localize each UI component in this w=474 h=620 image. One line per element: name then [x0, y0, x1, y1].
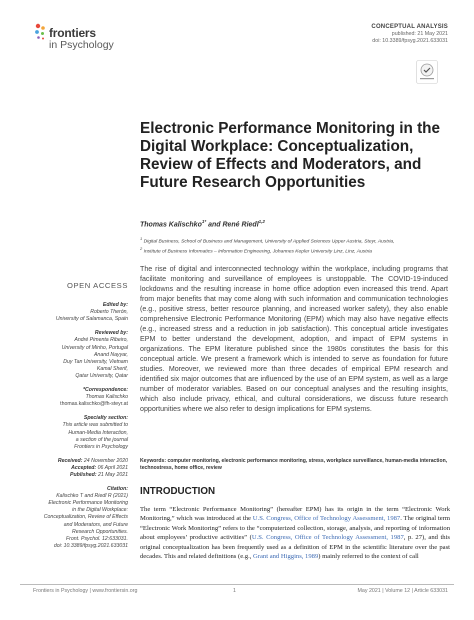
citation-link[interactable]: Grant and Higgins, 1989 — [253, 553, 319, 561]
reviewed-by: Reviewed by: André Pimenta Ribeiro, University of Minho, Portugal Anand Nayyar, Duy Tan University, Vietnam Kamal Sherif, Qatar University, Qatar — [61, 330, 128, 379]
section-heading-introduction: INTRODUCTION — [140, 486, 216, 497]
author-2-affil: 1,2 — [258, 219, 265, 224]
check-for-updates-icon — [416, 60, 438, 84]
author-2[interactable]: and René Riedl — [206, 221, 259, 229]
citation-link[interactable]: U.S. Congress, Office of Technology Assessment, 1987 — [252, 515, 401, 523]
doi[interactable]: doi: 10.3389/fpsyg.2021.633031 — [372, 38, 448, 44]
open-access-label: OPEN ACCESS — [66, 281, 128, 290]
journal-name: frontiers — [49, 26, 96, 40]
edited-by: Edited by: Roberto Therón, University of Salamanca, Spain — [55, 302, 128, 323]
citation-link[interactable]: U.S. Congress, Office of Technology Assessment, 1987 — [251, 534, 404, 542]
specialty-section: Specialty section: This article was submitted to Human-Media Interaction, a section of the journal Frontiers in Psychology — [62, 415, 128, 450]
affiliations — [140, 236, 450, 256]
author-1-affil: 1* — [201, 219, 207, 224]
affiliation-2: $^2$ Institute of Business Informatics – Information Engineering, Johannes Kepler University Linz, Linz, Austria — [140, 246, 373, 255]
authors — [140, 219, 265, 228]
introduction-text: The term “Electronic Performance Monitoring” (hereafter EPM) has its origin in the term “Electronic Work Monitoring,” which was introduced at the U.S. Congress, Office of Technology Assessment, 1987. The original term “Electronic Work Monitoring” refers to the “computerized collection, storage, analysis, and reporting of information about employees’ productive activities” (U.S. Congress, Office of Technology Assessment, 1987, p. 27), and this original conceptualization has been frequently used as a definition of EPM in the scientific literature over the past decades. This and related definitions (e.g., Grant and Higgins, 1989) mainly referred to the context of call — [140, 506, 450, 561]
check-for-updates-button[interactable] — [416, 60, 438, 84]
journal-logo[interactable] — [33, 22, 153, 52]
footer-volume-info: May 2021 | Volume 12 | Article 633031 — [357, 588, 448, 594]
journal-subname: in Psychology — [49, 39, 114, 51]
page-number: 1 — [233, 588, 236, 594]
published-date: published: 21 May 2021 — [391, 31, 448, 37]
publication-info — [371, 24, 448, 45]
citation: Citation: Kalischko T and Riedl R (2021) Electronic Performance Monitoring in the Digital Workplace: Conceptualization, Review of Effects and Moderators, and Future Research Opportunities. Front. Psychol. 12:633031. doi: 10.3389/fpsyg.2021.633031 — [43, 486, 128, 549]
article-title: Electronic Performance Monitoring in the Digital Workplace: Conceptualization, Review of Effects and Moderators, and Future Research Opportunities — [140, 120, 441, 191]
correspondent-email[interactable]: thomas.kalischko@fh-steyr.at — [60, 401, 128, 408]
affiliation-1: $^1$ Digital Business, School of Business and Management, University of Applied Sciences Upper Austria, Steyr, Austria, — [140, 236, 395, 245]
abstract-text: The rise of digital and interconnected technology within the workplace, including programs that facilitate monitoring and surveillance of employees is unstoppable. The COVID-19-induced lockdowns and the resulting increase in home office adoption even increased this trend. Apart from major benefits that may come along with such information and communication technologies (e.g., positive stress, better resource planning, and increased worker safety), they also enable comprehensive Electronic Performance Monitoring (EPM) which may also have negative effects (e.g., increased stress and a reduction in job satisfaction). This conceptual article investigates EPM to better understand the development, adoption, and impact of EPM systems in organizations. The EPM literature published since the 1980s constitutes the basis for this conceptual article. We present a framework which is intended to serve as foundation for future studies. Moreover, we reviewed more than three decades of empirical EPM research and identified six major outcomes that are influenced by the use of an EPM system, as well as a large number of moderator variables. Based on our conceptual analyses and the resulting insights, which also include privacy, ethical, and cultural considerations, we discuss future research opportunities where we also refer to design implications for EPM systems. — [140, 265, 448, 413]
dates: Received: 24 November 2020 Accepted: 06 April 2021 Published: 21 May 2021 — [57, 457, 128, 478]
correspondence: *Correspondence: Thomas Kalischko thomas.kalischko@fh-steyr.at — [20, 387, 128, 408]
footer-journal-site[interactable]: Frontiers in Psychology | www.frontiersin.org — [33, 588, 138, 594]
keywords: Keywords: computer monitoring, electronic performance monitoring, stress, workplace surveillance, human-media interaction, technostress, home office, review — [140, 458, 448, 471]
frontiers-logo-icon — [33, 22, 49, 48]
article-type: CONCEPTUAL ANALYSIS — [371, 24, 448, 30]
sidebar — [20, 282, 128, 557]
abstract — [140, 264, 448, 414]
author-1[interactable]: Thomas Kalischko — [140, 221, 202, 229]
footer-divider — [20, 584, 454, 585]
